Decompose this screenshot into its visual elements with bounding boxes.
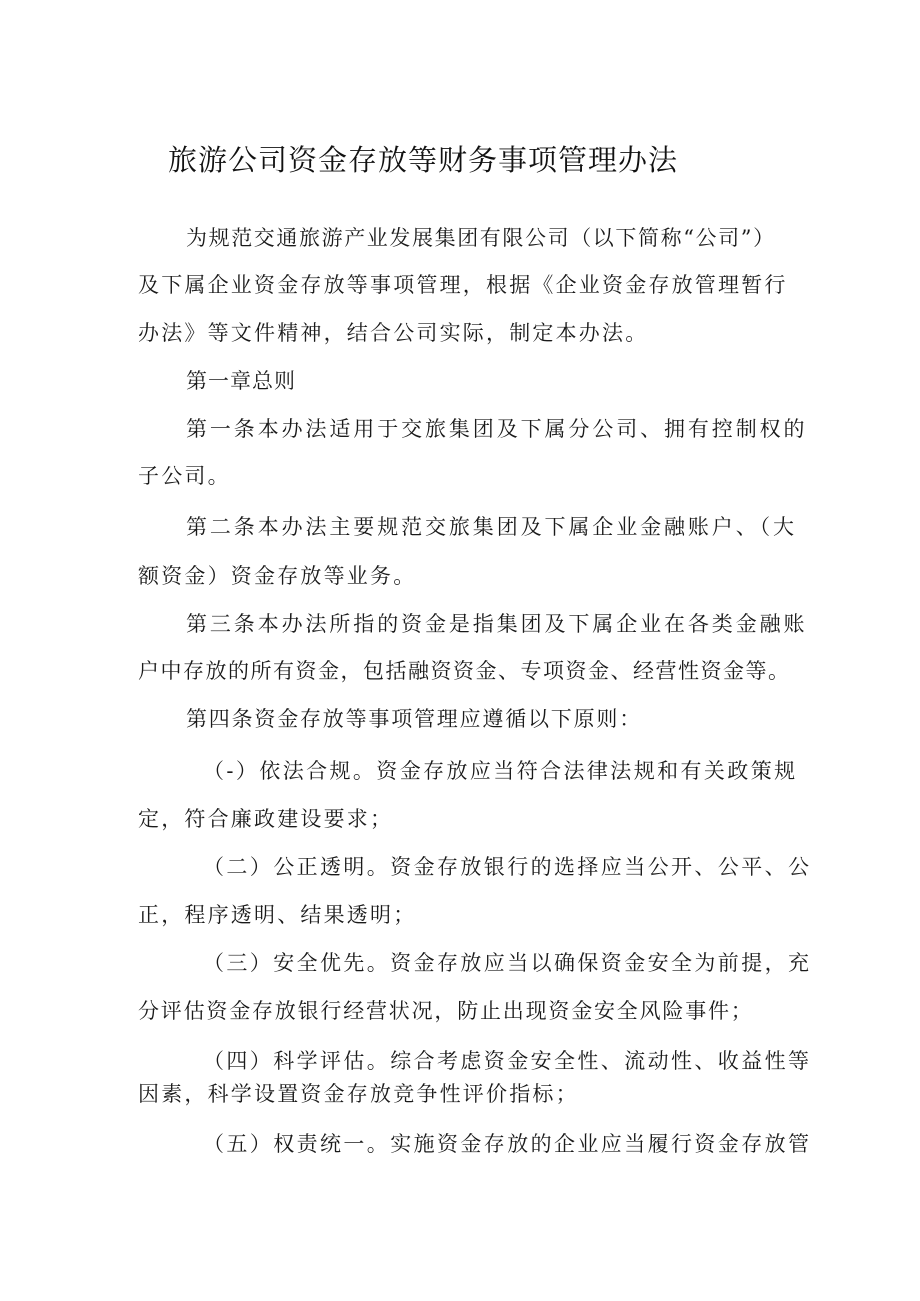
paragraph-line: 正，程序透明、结果透明； (138, 903, 417, 927)
paragraph-line: （五）权责统一。实施资金存放的企业应当履行资金存放管 (203, 1132, 812, 1156)
paragraph-line: 额资金）资金存放等业务。 (138, 564, 417, 588)
paragraph-line: （-）依法合规。资金存放应当符合法律法规和有关政策规 (203, 759, 798, 783)
paragraph-line: 为规范交通旅游产业发展集团有限公司（以下简称“公司”） (186, 226, 776, 250)
paragraph-line: 定，符合廉政建设要求； (138, 807, 394, 831)
paragraph-line: （三）安全优先。资金存放应当以确保资金安全为前提，充 (203, 951, 812, 975)
paragraph-line: 第二条本办法主要规范交旅集团及下属企业金融账户、（大 (186, 515, 797, 539)
paragraph-line: 因素，科学设置资金存放竞争性评价指标； (138, 1082, 579, 1106)
paragraph-line: 分评估资金存放银行经营状况，防止出现资金安全风险事件； (138, 999, 754, 1023)
paragraph-line: 户中存放的所有资金，包括融资资金、专项资金、经营性资金等。 (138, 659, 791, 683)
paragraph-line: 及下属企业资金存放等事项管理，根据《企业资金存放管理暂行 (138, 273, 788, 297)
paragraph-line: （四）科学评估。综合考虑资金安全性、流动性、收益性等 (203, 1049, 812, 1073)
paragraph-line: 第三条本办法所指的资金是指集团及下属企业在各类金融账 (186, 612, 808, 636)
paragraph-line: 办法》等文件精神，结合公司实际，制定本办法。 (138, 321, 649, 345)
chapter-heading: 第一章总则 (186, 369, 296, 393)
document-title: 旅游公司资金存放等财务事项管理办法 (168, 143, 679, 177)
paragraph-line: 第一条本办法适用于交旅集团及下属分公司、拥有控制权的 (186, 417, 808, 441)
paragraph-line: 子公司。 (138, 464, 231, 488)
paragraph-line: （二）公正透明。资金存放银行的选择应当公开、公平、公 (203, 855, 812, 879)
paragraph-line: 第四条资金存放等事项管理应遵循以下原则： (186, 707, 642, 731)
